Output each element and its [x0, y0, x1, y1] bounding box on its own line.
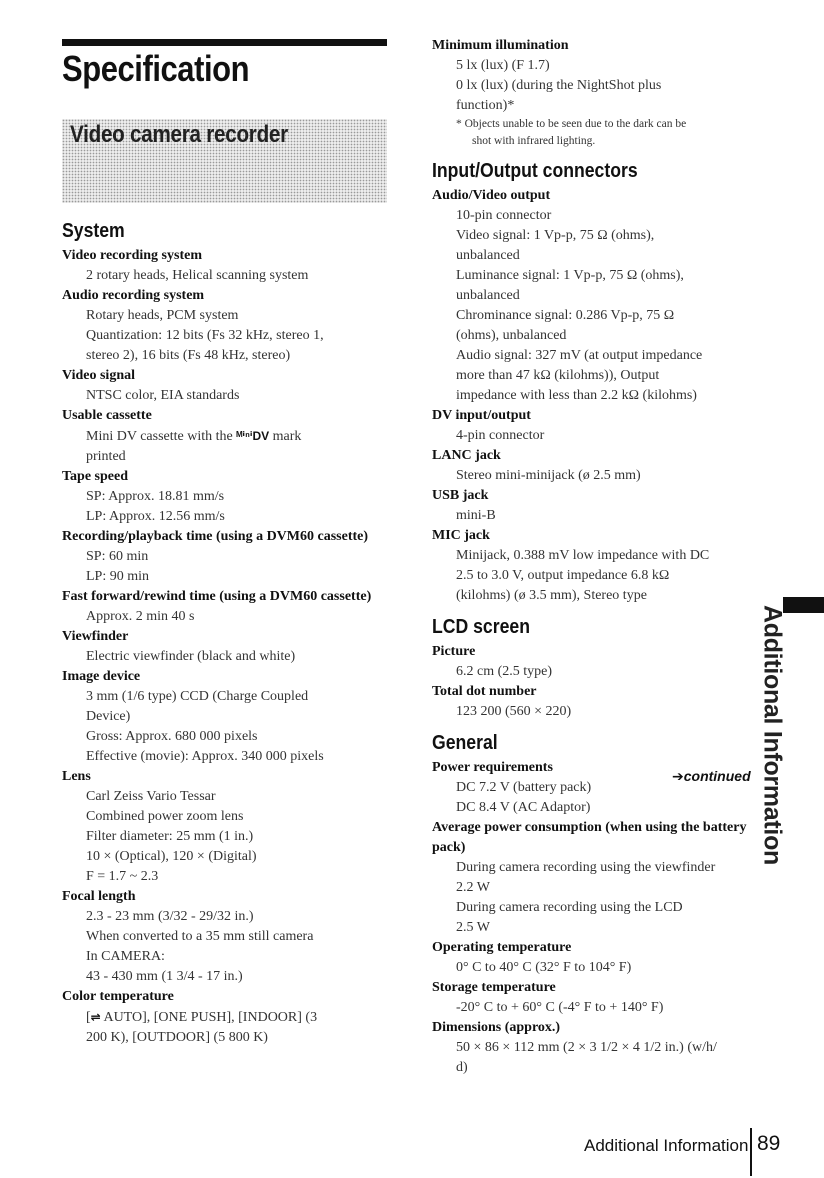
- spec-item: [432, 486, 777, 526]
- spec-value: 43 - 430 mm (1 3/4 - 17 in.): [86, 969, 243, 984]
- spec-label: Dimensions (approx.): [432, 1020, 561, 1035]
- spec-value: 0 lx (lux) (during the NightShot plus: [456, 78, 662, 93]
- spec-value: stereo 2), 16 bits (Fs 48 kHz, stereo): [86, 348, 291, 363]
- spec-item: [62, 987, 392, 1048]
- spec-value: F = 1.7 ~ 2.3: [86, 869, 159, 884]
- spec-value: Minijack, 0.388 mV low impedance with DC: [456, 548, 710, 563]
- spec-item: [62, 406, 392, 467]
- spec-label: Audio recording system: [62, 288, 205, 303]
- left-column: [62, 218, 392, 1048]
- spec-label: Picture: [432, 644, 476, 659]
- spec-item: [432, 978, 777, 1018]
- spec-item: [62, 527, 392, 587]
- section-title-lcd-screen: LCD screen: [432, 615, 530, 638]
- section-title-general: General: [432, 731, 498, 754]
- spec-label: Video recording system: [62, 248, 202, 263]
- minidv-logo-icon: ᴹⁱⁿⁱDV: [236, 429, 270, 443]
- footnote: * Objects unable to be seen due to the dark can be: [456, 118, 687, 130]
- spec-value: 0° C to 40° C (32° F to 104° F): [456, 960, 632, 975]
- spec-value: -20° C to + 60° C (-4° F to + 140° F): [456, 1000, 664, 1015]
- spec-value: [⇌ AUTO], [ONE PUSH], [INDOOR] (3: [86, 1010, 318, 1025]
- spec-value: In CAMERA:: [86, 949, 165, 964]
- section-banner: [62, 119, 387, 203]
- spec-label: Color temperature: [62, 989, 174, 1004]
- spec-label: Average power consumption (when using the battery pack): [432, 820, 747, 855]
- spec-value: When converted to a 35 mm still camera: [86, 929, 314, 944]
- spec-value: Video signal: 1 Vp-p, 75 Ω (ohms),: [456, 228, 655, 243]
- spec-value: Approx. 2 min 40 s: [86, 609, 195, 624]
- spec-label: Video signal: [62, 368, 135, 383]
- spec-value: impedance with less than 2.2 kΩ (kilohms): [456, 388, 697, 403]
- continued-note: [672, 768, 751, 785]
- spec-value: Rotary heads, PCM system: [86, 308, 239, 323]
- continued-arrow-icon: ➔: [672, 768, 684, 784]
- spec-value: During camera recording using the LCD: [456, 900, 683, 915]
- spec-label: Storage temperature: [432, 980, 556, 995]
- spec-value: NTSC color, EIA standards: [86, 388, 240, 403]
- spec-value: Stereo mini-minijack (ø 2.5 mm): [456, 468, 641, 483]
- spec-label: Total dot number: [432, 684, 537, 699]
- spec-item: [432, 1018, 777, 1078]
- spec-label: Operating temperature: [432, 940, 572, 955]
- spec-value: DC 7.2 V (battery pack): [456, 780, 592, 795]
- spec-value: During camera recording using the viewfinder: [456, 860, 716, 875]
- spec-value: Audio signal: 327 mV (at output impedance: [456, 348, 703, 363]
- spec-value: unbalanced: [456, 288, 520, 303]
- spec-item: [432, 818, 777, 938]
- white-balance-auto-icon: ⇌: [90, 1010, 101, 1024]
- banner-title: Video camera recorder: [70, 121, 288, 148]
- spec-value: Filter diameter: 25 mm (1 in.): [86, 829, 254, 844]
- spec-value: mini-B: [456, 508, 496, 523]
- spec-item: [432, 682, 777, 722]
- spec-item: [62, 667, 392, 767]
- spec-value: more than 47 kΩ (kilohms)), Output: [456, 368, 660, 383]
- spec-item: [432, 406, 777, 446]
- right-column: [432, 36, 777, 1078]
- spec-value: 4-pin connector: [456, 428, 545, 443]
- spec-label: Usable cassette: [62, 408, 152, 423]
- spec-value: function)*: [456, 98, 515, 113]
- spec-label: Audio/Video output: [432, 188, 551, 203]
- spec-item: [62, 767, 392, 887]
- spec-label: Lens: [62, 769, 91, 784]
- spec-value: Gross: Approx. 680 000 pixels: [86, 729, 258, 744]
- spec-value: (kilohms) (ø 3.5 mm), Stereo type: [456, 588, 647, 603]
- spec-item: [62, 246, 392, 286]
- spec-item: [432, 526, 777, 606]
- spec-value: 2.2 W: [456, 880, 490, 895]
- spec-value: Combined power zoom lens: [86, 809, 244, 824]
- footer-divider: [750, 1128, 752, 1176]
- spec-item: [62, 366, 392, 406]
- spec-label: Power requirements: [432, 760, 553, 775]
- spec-value: Effective (movie): Approx. 340 000 pixels: [86, 749, 324, 764]
- spec-value: d): [456, 1060, 468, 1075]
- section-title-system: System: [62, 219, 125, 242]
- spec-value: 2 rotary heads, Helical scanning system: [86, 268, 309, 283]
- spec-value: LP: Approx. 12.56 mm/s: [86, 509, 225, 524]
- spec-value: 6.2 cm (2.5 type): [456, 664, 553, 679]
- footnote: shot with infrared lighting.: [472, 135, 596, 147]
- spec-value: Electric viewfinder (black and white): [86, 649, 296, 664]
- spec-item: [432, 186, 777, 406]
- spec-value: Carl Zeiss Vario Tessar: [86, 789, 216, 804]
- spec-item: [432, 36, 777, 150]
- spec-label: Minimum illumination: [432, 38, 569, 53]
- title-rule: [62, 39, 387, 46]
- spec-label: LANC jack: [432, 448, 501, 463]
- spec-value: DC 8.4 V (AC Adaptor): [456, 800, 591, 815]
- spec-item: [432, 938, 777, 978]
- spec-label: MIC jack: [432, 528, 490, 543]
- spec-item: [62, 587, 392, 627]
- spec-value: 10 × (Optical), 120 × (Digital): [86, 849, 257, 864]
- spec-item: [62, 887, 392, 987]
- spec-value: SP: 60 min: [86, 549, 149, 564]
- spec-label: USB jack: [432, 488, 489, 503]
- spec-value: 5 lx (lux) (F 1.7): [456, 58, 550, 73]
- spec-value: (ohms), unbalanced: [456, 328, 567, 343]
- spec-value: unbalanced: [456, 248, 520, 263]
- spec-label: Fast forward/rewind time (using a DVM60 cassette): [62, 589, 372, 604]
- continued-label: continued: [683, 768, 751, 784]
- spec-label: Viewfinder: [62, 629, 129, 644]
- spec-label: Focal length: [62, 889, 136, 904]
- spec-item: [62, 467, 392, 527]
- page-number: 89: [757, 1132, 781, 1155]
- spec-value: 2.3 - 23 mm (3/32 - 29/32 in.): [86, 909, 254, 924]
- spec-item: [62, 627, 392, 667]
- spec-value: 3 mm (1/6 type) CCD (Charge Coupled: [86, 689, 309, 704]
- spec-value: 2.5 W: [456, 920, 490, 935]
- side-tab-label: Additional Information: [758, 604, 787, 866]
- spec-item: [432, 642, 777, 682]
- spec-value: 123 200 (560 × 220): [456, 704, 572, 719]
- spec-value: Luminance signal: 1 Vp-p, 75 Ω (ohms),: [456, 268, 684, 283]
- spec-value: LP: 90 min: [86, 569, 150, 584]
- spec-label: Recording/playback time (using a DVM60 cassette): [62, 529, 369, 544]
- spec-label: Tape speed: [62, 469, 129, 484]
- spec-value: Mini DV cassette with the ᴹⁱⁿⁱDV mark: [86, 429, 302, 444]
- spec-label: Image device: [62, 669, 141, 684]
- spec-value: printed: [86, 449, 126, 464]
- side-tab-marker: [783, 597, 824, 613]
- page-title: Specification: [62, 48, 250, 89]
- spec-item: [432, 758, 777, 818]
- spec-item: [432, 446, 777, 486]
- section-title-input-output-connectors: Input/Output connectors: [432, 159, 638, 182]
- spec-value: 2.5 to 3.0 V, output impedance 6.8 kΩ: [456, 568, 670, 583]
- spec-value: Chrominance signal: 0.286 Vp-p, 75 Ω: [456, 308, 675, 323]
- spec-value: Device): [86, 709, 131, 724]
- footer-section-name: Additional Information: [584, 1136, 749, 1155]
- spec-value: 200 K), [OUTDOOR] (5 800 K): [86, 1030, 268, 1045]
- spec-label: DV input/output: [432, 408, 531, 423]
- spec-value: 50 × 86 × 112 mm (2 × 3 1/2 × 4 1/2 in.) (w/h/: [456, 1040, 717, 1055]
- spec-item: [62, 286, 392, 366]
- spec-value: 10-pin connector: [456, 208, 552, 223]
- spec-value: SP: Approx. 18.81 mm/s: [86, 489, 225, 504]
- spec-value: Quantization: 12 bits (Fs 32 kHz, stereo 1,: [86, 328, 324, 343]
